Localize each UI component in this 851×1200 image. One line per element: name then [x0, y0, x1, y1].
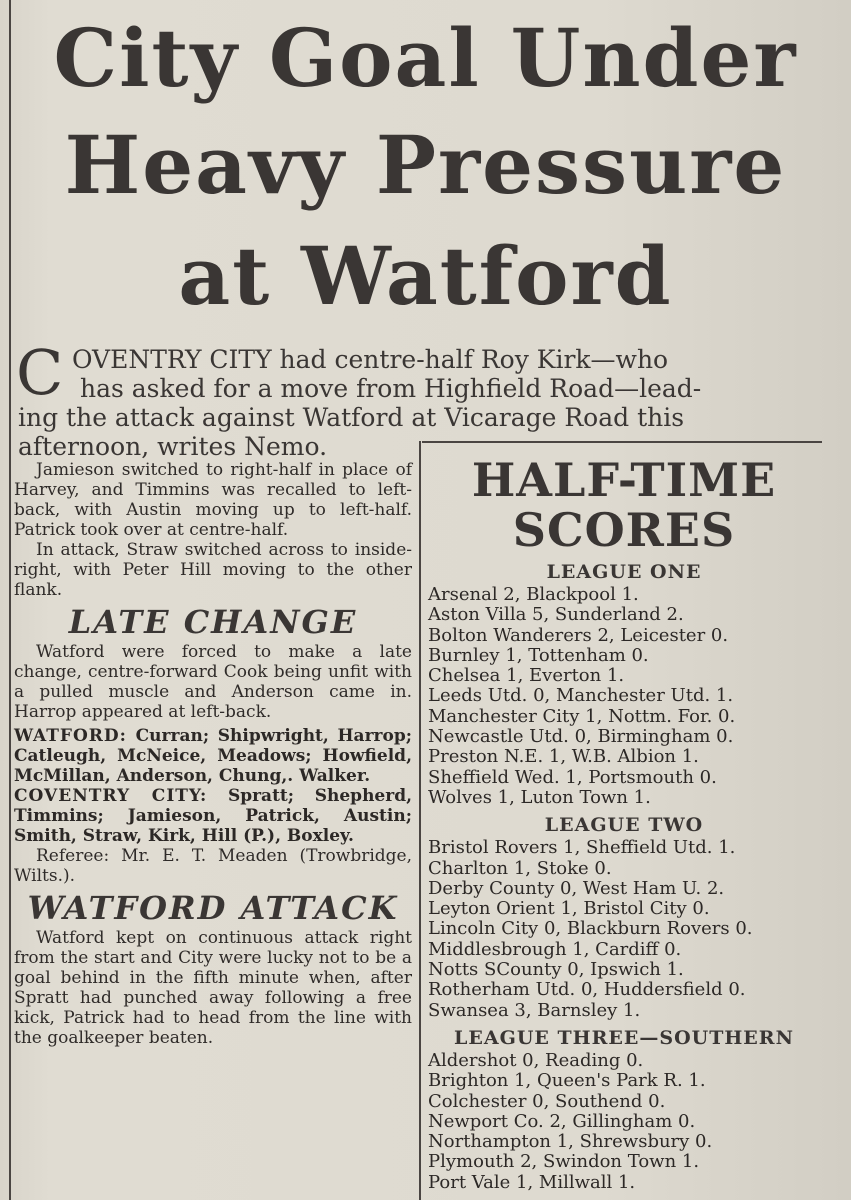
intro-line-1: OVENTRY CITY had centre-half Roy Kirk—who: [72, 345, 669, 374]
score-line: Middlesbrough 1, Cardiff 0.: [428, 938, 682, 960]
score-line: Sheffield Wed. 1, Portsmouth 0.: [428, 766, 717, 788]
league-heading: LEAGUE THREE—SOUTHERN: [454, 1026, 794, 1049]
coventry-label: COVENTRY CITY:: [14, 786, 208, 806]
headline-line-1: City Goal Under: [53, 11, 798, 105]
score-line: Leyton Orient 1, Bristol City 0.: [428, 898, 710, 920]
score-line: Derby County 0, West Ham U. 2.: [428, 877, 725, 899]
score-line: Bolton Wanderers 2, Leicester 0.: [428, 624, 729, 646]
score-line: Plymouth 2, Swindon Town 1.: [428, 1151, 700, 1173]
score-line: Preston N.E. 1, W.B. Albion 1.: [428, 746, 699, 768]
score-line: Swansea 3, Barnsley 1.: [428, 999, 641, 1021]
paragraph-1: Jamieson switched to right-half in place of Harvey, and Timmins was recalled to left-back, with Austin moving up to left-half. Patrick took over at centre-half.: [14, 460, 412, 540]
score-line: Newport Co. 2, Gillingham 0.: [428, 1110, 696, 1132]
headline-line-2: Heavy Pressure: [64, 118, 787, 212]
intro-line-2: has asked for a move from Highfield Road—lead-: [80, 374, 702, 403]
score-line: Aston Villa 5, Sunderland 2.: [428, 604, 684, 626]
paragraph-3: Watford were forced to make a late change, centre-forward Cook being unfit with a pulled muscle and Anderson came in. Harrop appeared at left-back.: [14, 642, 412, 722]
score-line: Brighton 1, Queen's Park R. 1.: [428, 1070, 706, 1092]
subheading-late-change: LATE CHANGE: [68, 603, 358, 641]
column-rule-middle: [419, 441, 421, 1200]
score-line: Bristol Rovers 1, Sheffield Utd. 1.: [428, 837, 736, 859]
paragraph-2: In attack, Straw switched across to inside-right, with Peter Hill moving to the other flank.: [14, 540, 412, 600]
score-line: Manchester City 1, Nottm. For. 0.: [428, 705, 736, 727]
headline-line-3: at Watford: [178, 229, 673, 323]
intro-dropcap: C: [16, 336, 64, 409]
league-list: [428, 561, 820, 1193]
score-line: Chelsea 1, Everton 1.: [428, 665, 625, 687]
half-time-title-2: SCORES: [512, 503, 736, 557]
score-line: Charlton 1, Stoke 0.: [428, 857, 612, 879]
watford-team: Curran; Shipwright, Harrop; Catleugh, McNeice, Meadows; Howfield, McMillan, Anderson, Chung,. Walker.: [14, 726, 412, 786]
box-rule-top: [422, 441, 822, 443]
half-time-scores-box: [428, 455, 820, 1193]
coventry-lineup: [14, 786, 412, 846]
intro-line-4: afternoon, writes Nemo.: [18, 432, 328, 461]
league-heading: LEAGUE TWO: [544, 814, 704, 837]
score-line: Colchester 0, Southend 0.: [428, 1090, 666, 1112]
score-line: Port Vale 1, Millwall 1.: [428, 1171, 636, 1193]
watford-lineup: [14, 726, 412, 786]
league-heading: LEAGUE ONE: [546, 561, 702, 583]
half-time-title-1: HALF-TIME: [471, 453, 777, 507]
article-body: [14, 460, 412, 1048]
referee-line: Referee: Mr. E. T. Meaden (Trowbridge, Wilts.).: [14, 846, 412, 886]
score-line: Leeds Utd. 0, Manchester Utd. 1.: [428, 685, 734, 707]
score-line: Notts SCounty 0, Ipswich 1.: [428, 959, 684, 981]
score-line: Burnley 1, Tottenham 0.: [428, 644, 649, 666]
score-line: Aldershot 0, Reading 0.: [428, 1049, 644, 1071]
coventry-team: Spratt; Shepherd, Timmins; Jamieson, Patrick, Austin; Smith, Straw, Kirk, Hill (P.), Boxley.: [14, 786, 413, 846]
score-line: Newcastle Utd. 0, Birmingham 0.: [428, 726, 734, 748]
score-line: Arsenal 2, Blackpool 1.: [428, 584, 639, 605]
score-line: Rotherham Utd. 0, Huddersfield 0.: [428, 979, 746, 1001]
subheading-watford-attack: WATFORD ATTACK: [27, 889, 399, 927]
score-line: Wolves 1, Luton Town 1.: [428, 786, 651, 808]
watford-label: WATFORD:: [14, 726, 127, 746]
score-line: Lincoln City 0, Blackburn Rovers 0.: [428, 918, 753, 940]
paragraph-4: Watford kept on continuous attack right from the start and City were lucky not to be a goal behind in the fifth minute when, after Spratt had punched away following a free kick, Patrick had to head from the line with the goalkeeper beaten.: [14, 928, 412, 1048]
intro-line-3: ing the attack against Watford at Vicarage Road this: [18, 403, 685, 432]
score-line: Northampton 1, Shrewsbury 0.: [428, 1131, 713, 1153]
